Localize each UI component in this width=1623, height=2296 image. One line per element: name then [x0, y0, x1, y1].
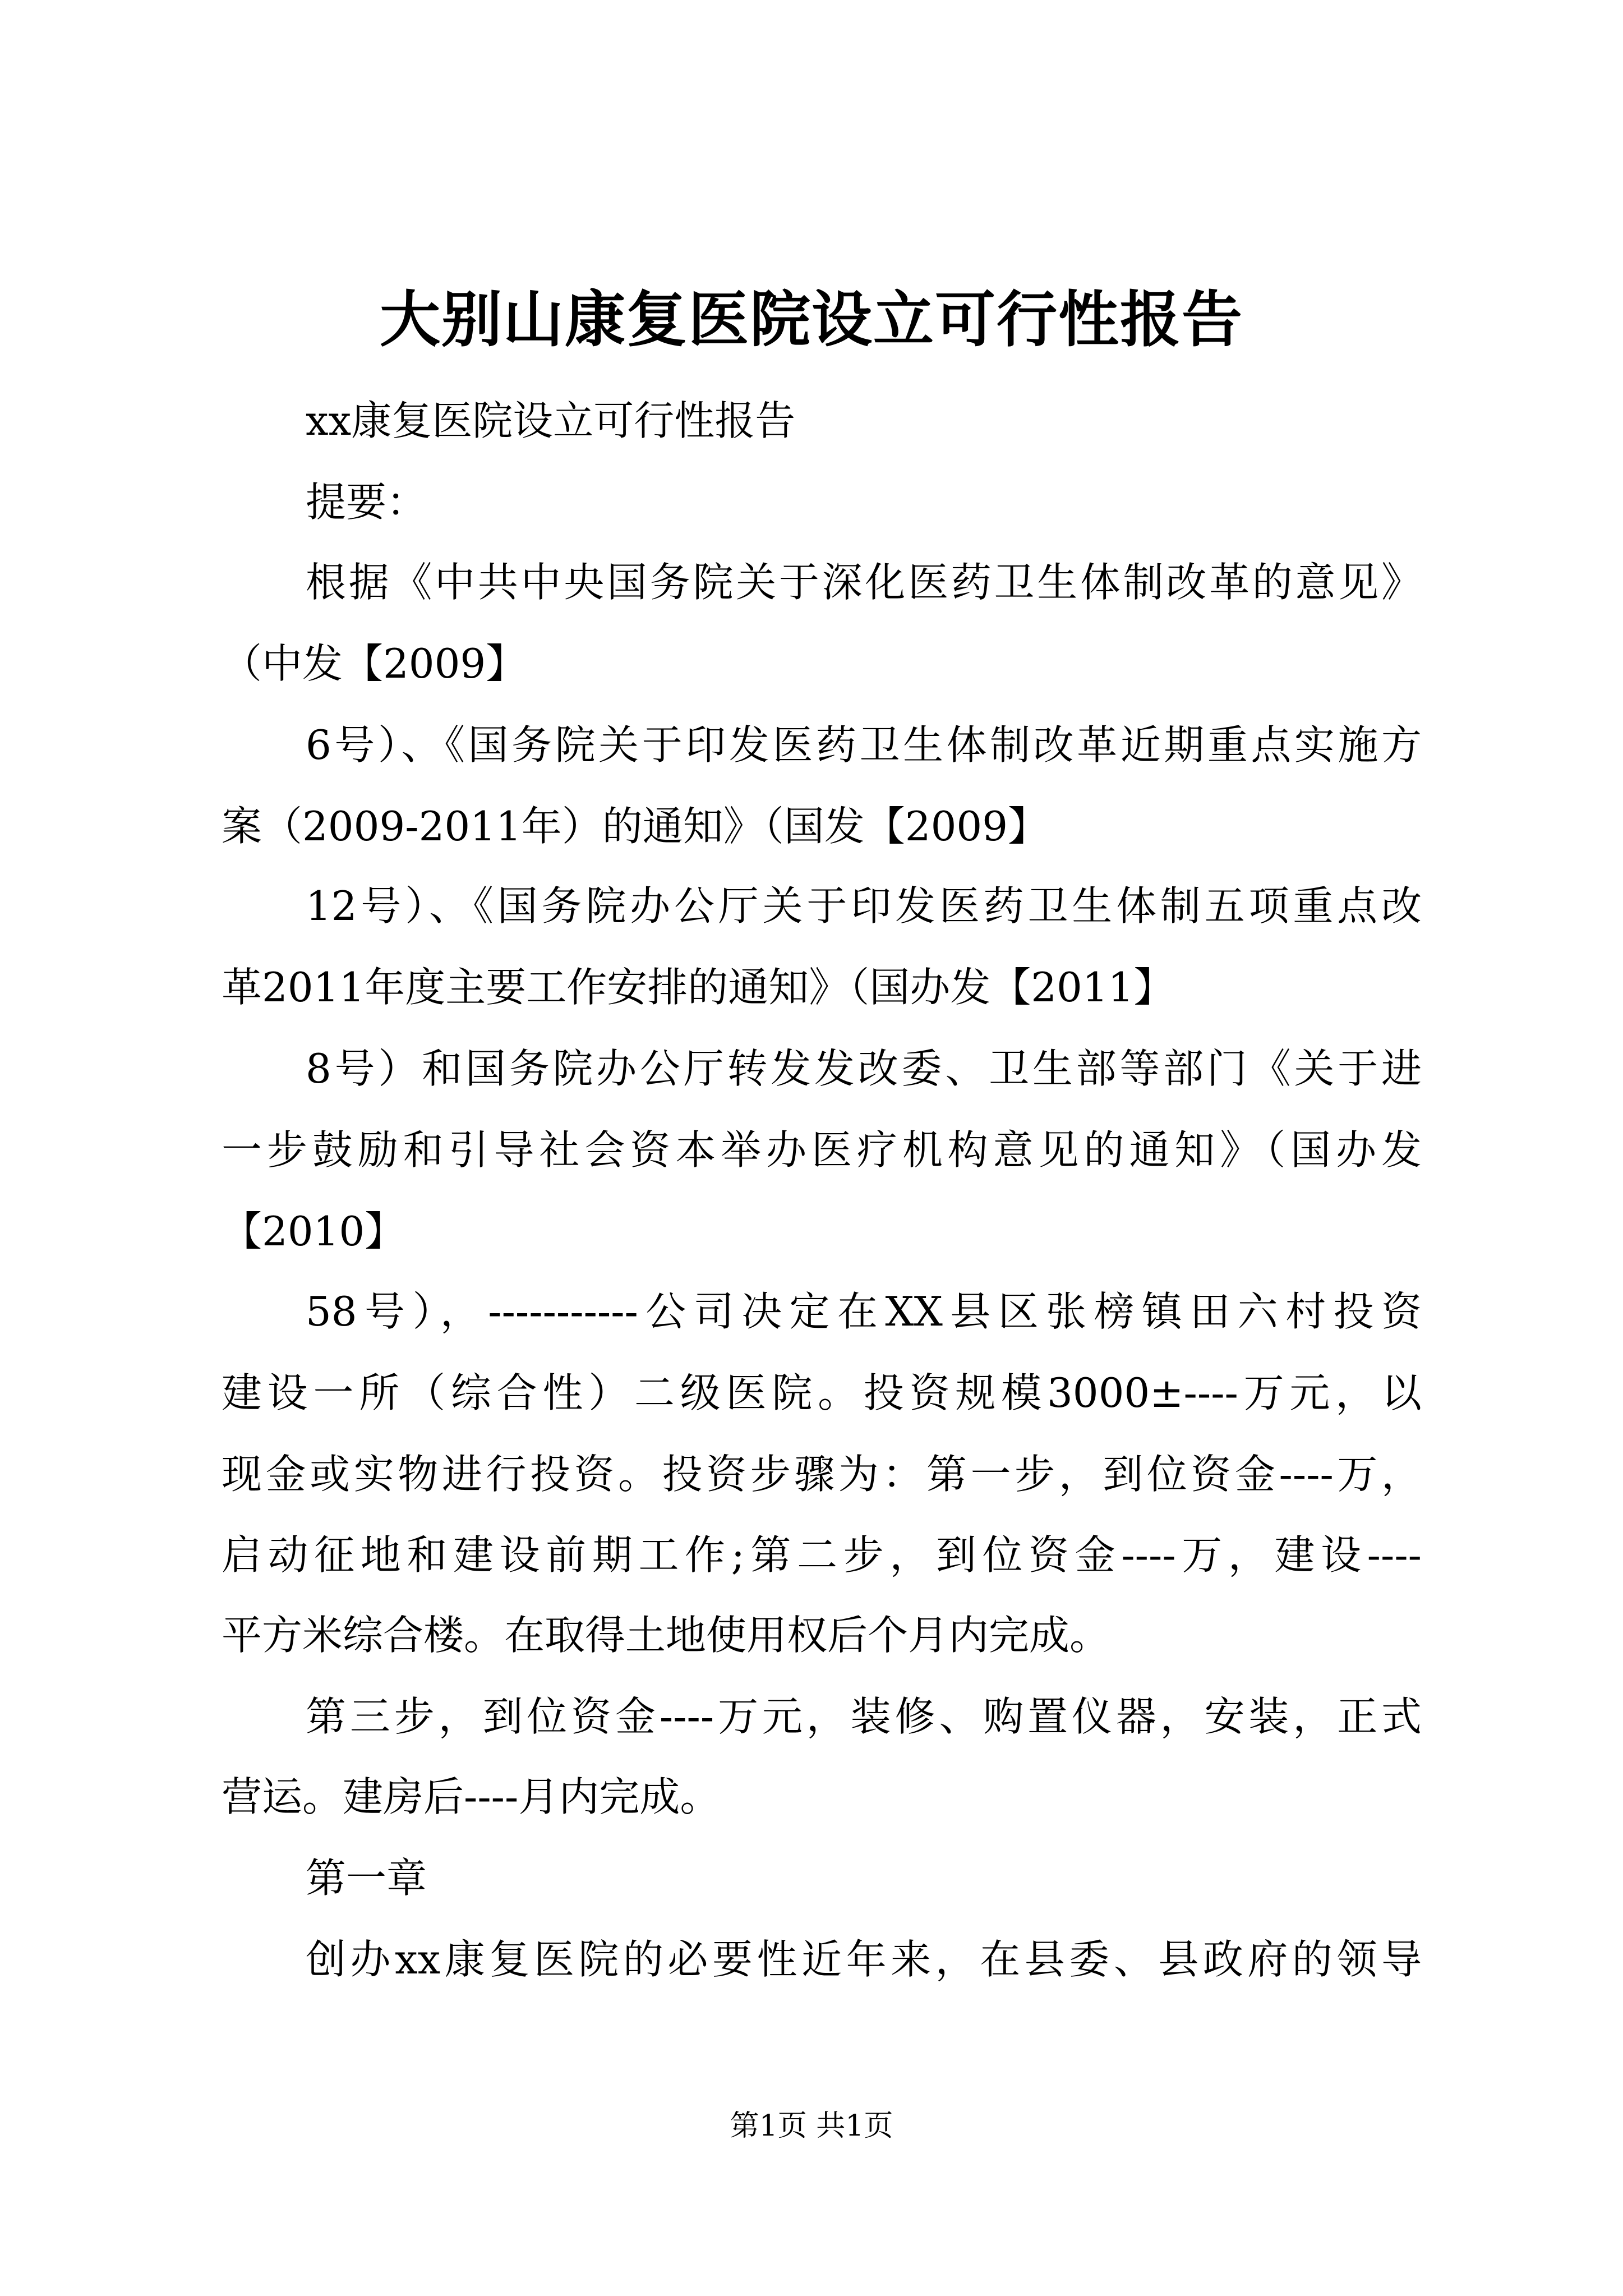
- body-line: 8号）和国务院办公厅转发发改委、卫生部等部门《关于进: [306, 1045, 1422, 1092]
- body-line: 平方米综合楼。在取得土地使用权后个月内完成。: [222, 1612, 1110, 1659]
- body-line: 革2011年度主要工作安排的通知》（国办发【2011】: [222, 964, 1174, 1011]
- body-line: 根据《中共中央国务院关于深化医药卫生体制改革的意见》: [306, 559, 1422, 606]
- body-line: 12号）、《国务院办公厅关于印发医药卫生体制五项重点改: [306, 882, 1422, 930]
- chapter-heading: 第一章: [306, 1855, 427, 1902]
- body-line: 【2010】: [222, 1208, 405, 1255]
- body-line: （中发【2009】: [222, 640, 527, 687]
- body-line: 案（2009-2011年）的通知》（国发【2009】: [222, 803, 1049, 850]
- document-title: 大别山康复医院设立可行性报告: [379, 284, 1243, 355]
- body-line-summary-label: 提要：: [306, 478, 427, 526]
- body-line: 营运。建房后----月内完成。: [222, 1773, 721, 1820]
- page-footer: 第1页 共1页: [730, 2109, 893, 2143]
- body-line: 一步鼓励和引导社会资本举办医疗机构意见的通知》（国办发: [222, 1126, 1422, 1174]
- body-line: 创办xx康复医院的必要性近年来，在县委、县政府的领导: [306, 1936, 1422, 1983]
- body-line: 建设一所（综合性）二级医院。投资规模3000±----万元，以: [222, 1369, 1422, 1416]
- body-line: 启动征地和建设前期工作;第二步，到位资金----万，建设----: [222, 1531, 1422, 1579]
- body-line-subtitle: xx康复医院设立可行性报告: [306, 397, 796, 444]
- body-line: 58号），-----------公司决定在XX县区张榜镇田六村投资: [306, 1288, 1422, 1335]
- body-line: 6号）、《国务院关于印发医药卫生体制改革近期重点实施方: [306, 721, 1422, 769]
- body-line: 第三步，到位资金----万元，装修、购置仪器，安装，正式: [306, 1693, 1422, 1740]
- body-line: 现金或实物进行投资。投资步骤为：第一步，到位资金----万，: [222, 1451, 1422, 1498]
